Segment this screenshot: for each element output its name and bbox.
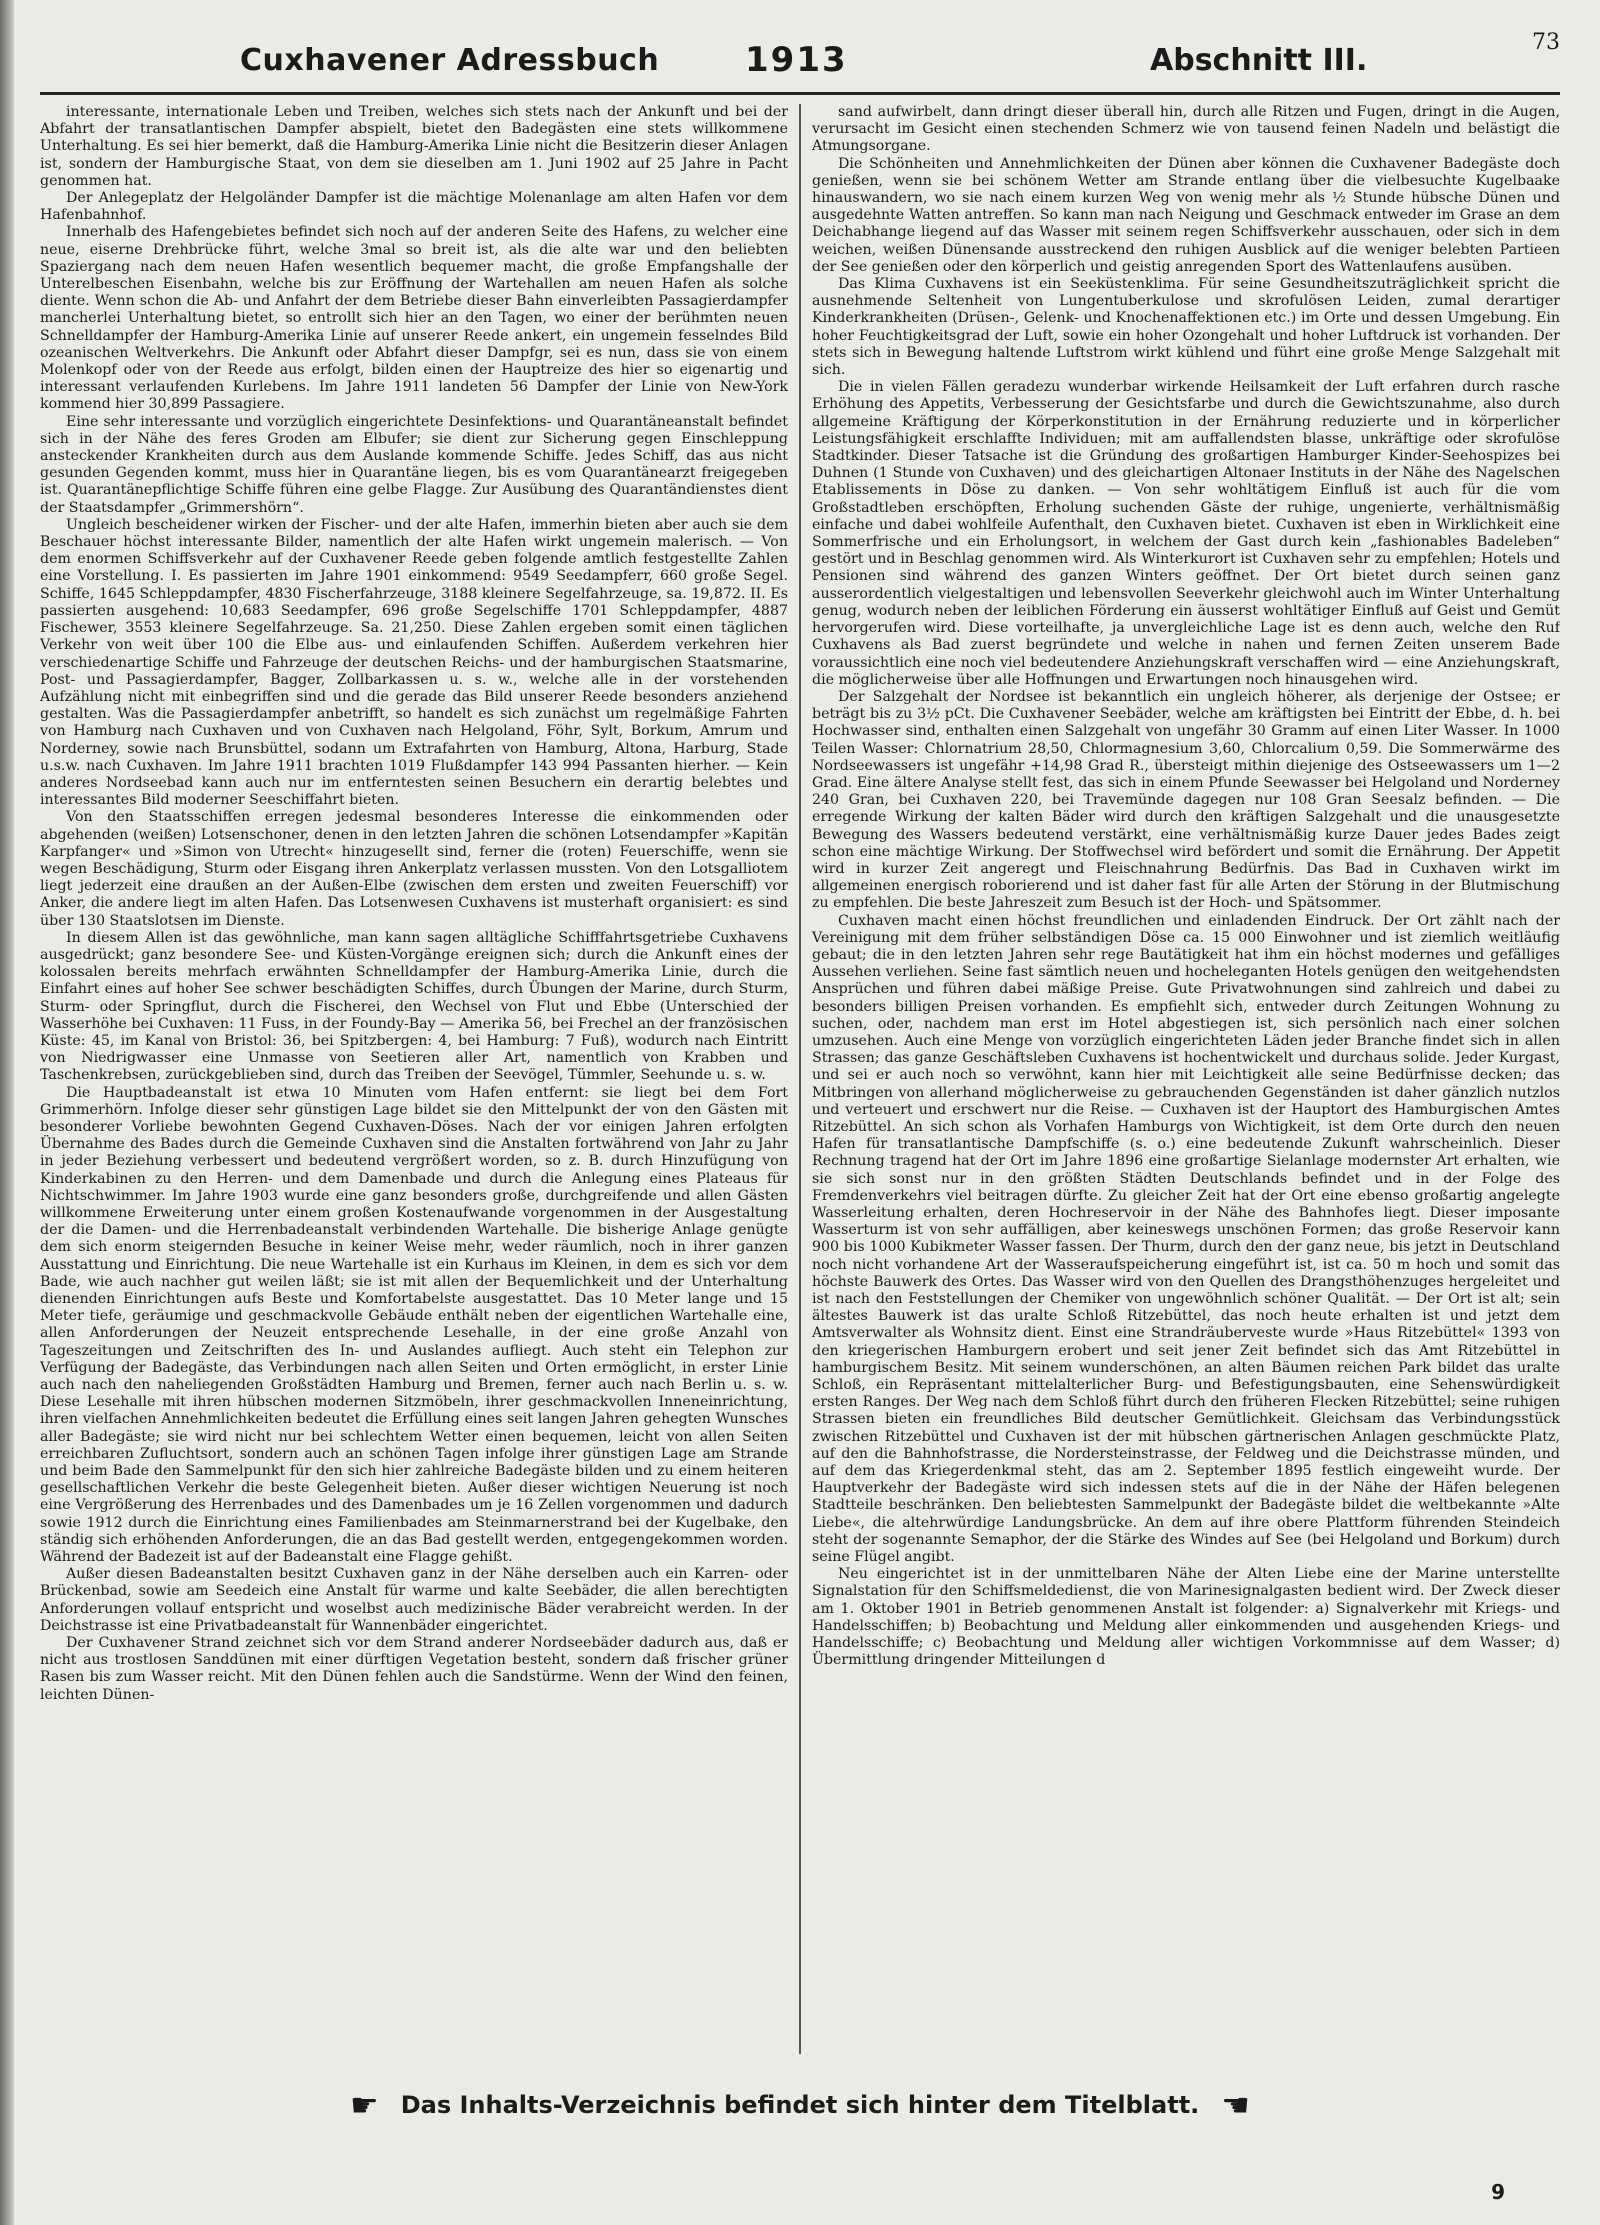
- paragraph: Innerhalb des Hafengebietes befindet sich noch auf der anderen Seite des Hafens, zu welcher eine neue, eiserne Drehbrücke führt, welche 3mal so breit ist, als die alte war und den beliebten Spaziergang nach dem neuen Hafen wesentlich bequemer macht, die große Empfangshalle der Unterelbeschen Eisenbahn, welche bis zur Eröffnung der Wartehallen am neuen Hafen als solche diente. Wenn schon die Ab- und Anfahrt der dem Betriebe dieser Bahn einverleibten Passagierdampfer mancherlei Unterhaltung bietet, so entrollt sich hier an den Tagen, wo einer der berühmten neuen Schnelldampfer der Hamburg-Amerika Linie auf unserer Reede ankert, ein ungemein fesselndes Bild ozeanischen Weltverkehrs. Die Ankunft oder Abfahrt dieser Dampfgr, sei es nun, dass sie von einem Molenkopf oder von der Reede aus erfolgt, bilden einen der Hauptreize des hier so eigenartig und interessant verlaufenden Kurlebens. Im Jahre 1911 landeten 56 Dampfer der Linie von New-York kommend hier 30,899 Passagiere.: [40, 224, 788, 413]
- paragraph: sand aufwirbelt, dann dringt dieser überall hin, durch alle Ritzen und Fugen, dringt in die Augen, verursacht im Gesicht einen stechenden Schmerz wie von tausend feinen Nadeln und belästigt die Atmungsorgane.: [812, 104, 1560, 155]
- paragraph: Die Hauptbadeanstalt ist etwa 10 Minuten vom Hafen entfernt: sie liegt bei dem Fort Grimmerhörn. Infolge dieser sehr günstigen Lage bildet sie den Mittelpunkt der von den Gästen mit besonderer Vorliebe bewohnten Gegend Cuxhaven-Döses. Nach der vor einigen Jahren erfolgten Übernahme des Bades durch die Gemeinde Cuxhaven sind die Anstalten fortwährend von Jahr zu Jahr in jeder Beziehung verbessert und bedeutend vergrößert worden, so z. B. durch Hinzufügung von Kinderkabinen zu den Herren- und dem Damenbade und durch die Anlegung eines Plateaus für Nichtschwimmer. Im Jahre 1903 wurde eine ganz besonders große, durchgreifende und allen Gästen willkommene Erweiterung unter einem großen Kostenaufwande vorgenommen in der Ausgestaltung der die Damen- und die Herrenbadeanstalt verbindenden Wartehalle. Die bisherige Anlage genügte dem sich enorm steigernden Besuche in keiner Weise mehr, weder räumlich, noch in ihrer ganzen Ausstattung und Einrichtung. Die neue Wartehalle ist ein Kurhaus im Kleinen, in dem es sich vor dem Bade, wie auch nachher gut weilen läßt; sie ist mit allen der Bequemlichkeit und der Unterhaltung dienenden Einrichtungen aufs Beste und Komfortabelste ausgestattet. Das 10 Meter lange und 15 Meter tiefe, geräumige und geschmackvolle Gebäude enthält neben der eigentlichen Wartehalle eine, allen Anforderungen der Neuzeit entsprechende Lesehalle, in der eine große Anzahl von Tageszeitungen und Zeitschriften des In- und Auslandes aufliegt. Auch steht ein Telephon zur Verfügung der Badegäste, das Verbindungen nach allen Seiten und Orten ermöglicht, in erster Linie auch nach den naheliegenden Großstädten Hamburg und Bremen, ferner auch nach Berlin u. s. w. Diese Lesehalle mit ihren hübschen modernen Sitzmöbeln, ihrer geschmackvollen Inneneinrichtung, ihren vielfachen Annehmlichkeiten bedeutet die Erfüllung eines seit langen Jahren gehegten Wunsches aller Badegäste; sie wird nicht nur bei schlechtem Wetter einen bequemen, leicht von allen Seiten erreichbaren Zufluchtsort, sondern auch an schönen Tagen infolge ihrer günstigen Lage am Strande und beim Bade den Sammelpunkt für den sich hier zahlreiche Badegäste bilden und zu einem heiteren gesellschaftlichen Verkehr die beste Gelegenheit bieten. Außer dieser wichtigen Neuerung ist noch eine Vergrößerung des Herrenbades und des Damenbades um je 16 Zellen vorgenommen und dadurch sowie 1912 durch die Einrichtung eines Familienbades am Steinmarnerstrand bei der Kugelbake, den ständig sich erhöhenden Anforderungen, die an das Bad gestellt werden, entgegengekommen worden. Während der Badezeit ist auf der Badeanstalt eine Flagge gehißt.: [40, 1084, 788, 1566]
- page-number: 73: [1532, 30, 1560, 55]
- left-column: [40, 104, 788, 2054]
- paragraph: Außer diesen Badeanstalten besitzt Cuxhaven ganz in der Nähe derselben auch ein Karren- oder Brückenbad, sowie am Seedeich eine Anstalt für warme und kalte Seebäder, die allen berechtigten Anforderungen vollauf entspricht und woselbst auch medizinische Bäder verabreicht werden. In der Deichstrasse ist eine Privatbadeanstalt für Wannenbäder eingerichtet.: [40, 1566, 788, 1634]
- paragraph: Die in vielen Fällen geradezu wunderbar wirkende Heilsamkeit der Luft erfahren durch rasche Erhöhung des Appetits, Verbesserung der Gesichtsfarbe und durch die Gewichtszunahme, also durch allgemeine Kräftigung der Körperkonstitution in der Ernährung reduzierte und in körperlicher Leistungsfähigkeit erschlaffte Individuen; mit am auffallendsten blasse, unkräftige oder skrofulöse Stadtkinder. Dieser Tatsache ist die Gründung des großartigen Hamburger Kinder-Seehospizes bei Duhnen (1 Stunde von Cuxhaven) und des gleichartigen Altonaer Instituts in der Nähe des Nagelschen Etablissements in Döse zu danken. — Von sehr wohltätigem Einfluß ist auch für die vom Großstadtleben erschöpften, Erholung suchenden Gäste der ruhige, ungenierte, verhältnismäßig einfache und dabei wohlfeile Aufenthalt, den Cuxhaven bietet. Cuxhaven ist eben in Wirklichkeit eine Sommerfrische und ein Erholungsort, in welchem der Gast durch kein „fashionables Badeleben“ gestört und in Beschlag genommen wird. Als Winterkurort ist Cuxhaven sehr zu empfehlen; Hotels und Pensionen sind während des ganzen Winters geöffnet. Der Ort bietet durch seinen ganz ausserordentlich vielgestaltigen und lebensvollen Seeverkehr gleichwohl auch im Winter Unterhaltung genug, wodurch neben der leiblichen Förderung ein äusserst wohltätiger Einfluß auf Geist und Gemüt hervorgerufen wird. Diese vorteilhafte, ja unvergleichliche Lage ist es denn auch, welche den Ruf Cuxhavens als Bad zuerst begründete und welche in nahen und fernen Zeiten unserem Bade voraussichtlich eine noch viel bedeutendere Anziehungskraft verschaffen wird — eine Anziehungskraft, die möglicherweise über alle Hoffnungen und Erwartungen noch hinausgehen wird.: [812, 379, 1560, 688]
- footer-notice-text: Das Inhalts-Verzeichnis befindet sich hinter dem Titelblatt.: [400, 2091, 1200, 2119]
- paragraph: Der Salzgehalt der Nordsee ist bekanntlich ein ungleich höherer, als derjenige der Ostsee; er beträgt bis zu 3½ pCt. Die Cuxhavener Seebäder, welche am kräftigsten bei Eintritt der Ebbe, d. h. bei Hochwasser sind, enthalten einen Salzgehalt von ungefähr 30 Gramm auf einen Liter Wasser. In 1000 Teilen Wasser: Chlornatrium 28,50, Chlormagnesium 3,60, Chlorcalium 0,59. Die Sommerwärme des Nordseewassers ist ungefähr +14,98 Grad R., übersteigt mithin diejenige des Ostseewassers um 1—2 Grad. Eine ältere Analyse stellt fest, das sich in einem Pfunde Seewasser bei Helgoland und Norderney 240 Gran, bei Cuxhaven 220, bei Travemünde dagegen nur 108 Gran Seesalz befinden. — Die erregende Wirkung der kalten Bäder wird durch den kräftigen Salzgehalt und die unausgesetzte Bewegung des Wassers bedeutend verstärkt, eine verhältnismäßig kurze Dauer jedes Bades zeigt schon eine mächtige Wirkung. Der Stoffwechsel wird befördert und somit die Ernährung. Der Appetit wird in kurzer Zeit angeregt und Fleischnahrung Bedürfnis. Das Bad in Cuxhaven wirkt im allgemeinen energisch roborierend und ist daher fast für alle Arten der Störung in der Blutmischung zu empfehlen. Die beste Jahreszeit zum Besuch ist der Hoch- und Spätsommer.: [812, 688, 1560, 912]
- right-column: [812, 104, 1560, 2054]
- folio-number: 9: [1491, 2180, 1505, 2204]
- paragraph: In diesem Allen ist das gewöhnliche, man kann sagen alltägliche Schifffahrtsgetriebe Cuxhavens ausgedrückt; ganz besondere See- und Küsten-Vorgänge ereignen sich; durch die Ankunft eines der kolossalen bereits mehrfach erwähnten Schnelldampfer der Hamburg-Amerika Linie, durch die Einfahrt eines auf hoher See schwer beschädigten Schiffes, durch Übungen der Marine, durch Sturm, Sturm- oder Springflut, durch die Fischerei, den Wechsel von Flut und Ebbe (Unterschied der Wasserhöhe bei Cuxhaven: 11 Fuss, in der Foundy-Bay — Amerika 56, bei Frechel an der französischen Küste: 45, im Kanal von Bristol: 36, bei Spitzbergen: 4, bei Hamburg: 7 Fuß), wodurch nach Eintritt von Niedrigwasser eine Unmasse von Seetieren aller Art, namentlich von Krabben und Taschenkrebsen, zurückgeblieben sind, durch das Treiben der Seevögel, Tümmler, Seehunde u. s. w.: [40, 929, 788, 1084]
- pointing-hand-left-icon: ☚: [1221, 2086, 1250, 2124]
- paragraph: Der Anlegeplatz der Helgoländer Dampfer ist die mächtige Molenanlage am alten Hafen vor dem Hafenbahnhof.: [40, 190, 788, 224]
- column-divider: [799, 104, 801, 2054]
- pointing-hand-right-icon: ☛: [350, 2086, 379, 2124]
- paragraph: Von den Staatsschiffen erregen jedesmal besonderes Interesse die einkommenden oder abgehenden (weißen) Lotsenschoner, denen in den letzten Jahren die schönen Lotsendampfer »Kapitän Karpfanger« und »Simon von Utrecht« hinzugesellt sind, ferner die (roten) Feuerschiffe, wenn sie wegen Beschädigung, Sturm oder Eisgang ihren Ankerplatz verlassen mussten. Von den Lotsgalliotem liegt jederzeit eine draußen an der Außen-Elbe (zwischen dem ersten und zweiten Feuerschiff) vor Anker, die andere liegt im alten Hafen. Das Lotsenwesen Cuxhavens ist musterhaft organisiert: es sind über 130 Staatslotsen im Dienste.: [40, 809, 788, 929]
- paragraph: interessante, internationale Leben und Treiben, welches sich stets nach der Ankunft und bei der Abfahrt der transatlantischen Dampfer abspielt, bietet den Badegästen eine stets willkommene Unterhaltung. Es sei hier bemerkt, daß die Hamburg-Amerika Linie nicht die Besitzerin dieser Anlagen ist, sondern der Hamburgische Staat, von dem sie dieselben am 1. Juni 1902 auf 25 Jahre in Pacht genommen hat.: [40, 104, 788, 189]
- paragraph: Cuxhaven macht einen höchst freundlichen und einladenden Eindruck. Der Ort zählt nach der Vereinigung mit dem früher selbständigen Döse ca. 15 000 Einwohner und ist ziemlich weitläufig gebaut; die in den letzten Jahren sehr rege Bautätigkeit hat ihm ein höchst modernes und gefälliges Aussehen verliehen. Seine fast sämtlich neuen und hocheleganten Hotels genügen den weitgehendsten Ansprüchen und führen dabei mäßige Preise. Gute Privatwohnungen sind zahlreich und dabei zu besonders billigen Preisen vorhanden. Es empfiehlt sich, entweder durch Zeitungen Wohnung zu suchen, oder, nachdem man erst im Hotel abgestiegen ist, sich persönlich nach einer solchen umzusehen. Auch eine Menge von vorzüglich eingerichteten Läden jeder Branche findet sich in allen Strassen; das ganze Geschäftsleben Cuxhavens ist hochentwickelt und durchaus solide. Jeder Kurgast, und sei er auch noch so verwöhnt, kann hier mit Leichtigkeit alle seine Bedürfnisse decken; das Mitbringen von allerhand möglicherweise zu gebrauchenden Gegenständen ist daher gänzlich nutzlos und verteuert und erschwert nur die Reise. — Cuxhaven ist der Hauptort des Hamburgischen Amtes Ritzebüttel. An sich schon als Vorhafen Hamburgs von Wichtigkeit, ist dem Orte durch den neuen Hafen für transatlantische Dampfschiffe (s. o.) eine bedeutende Zukunft wahrscheinlich. Dieser Rechnung tragend hat der Ort im Jahre 1896 eine großartige Sielanlage modernster Art erhalten, wie sie sich sonst nur in den größten Städten Deutschlands befindet und in der Folge des Fremdenverkehrs viel beitragen dürfte. Zu gleicher Zeit hat der Ort eine ebenso großartig angelegte Wasserleitung erhalten, deren Hochreservoir in der Nähe des Bahnhofes liegt. Dieser imposante Wasserturm ist von sehr auffälligen, aber keineswegs unschönen Formen; das große Reservoir kann 900 bis 1000 Kubikmeter Wasser fassen. Der Thurm, durch den der ganz neue, bis jetzt in Deutschland noch nicht vorhandene Art der Wasseraufspeicherung eingeführt ist, ist ca. 50 m hoch und somit das höchste Bauwerk des Ortes. Das Wasser wird von den Quellen des Drangsthöhenzuges hergeleitet und ist nach den Feststellungen der Chemiker von ungewöhnlich schöner Qualität. — Der Ort ist alt; sein ältestes Bauwerk ist das uralte Schloß Ritzebüttel, das noch heute erhalten ist und jetzt dem Amtsverwalter als Wohnsitz dient. Einst eine Strandräuberveste wurde »Haus Ritzebüttel« 1393 von den kriegerischen Hamburgern erobert und seit jener Zeit befindet sich das Amt Ritzebüttel in hamburgischem Besitz. Mit seinem wunderschönen, an alten Bäumen reichen Park bildet das uralte Schloß, ein Repräsentant mittelalterlicher Burg- und Befestigungsbauten, eine Sehenswürdigkeit ersten Ranges. Der Weg nach dem Schloß führt durch den früheren Flecken Ritzebüttel; seine ruhigen Strassen bieten ein freundliches Bild deutscher Gemütlichkeit. Gleichsam das Verbindungsstück zwischen Ritzebüttel und Cuxhaven ist der mit hübschen gärtnerischen Anlagen geschmückte Platz, auf den die Bahnhofstrasse, die Nordersteinstrasse, der Feldweg und die Deichstrasse münden, und auf dem das Kriegerdenkmal steht, das am 2. September 1895 festlich eingeweiht wurde. Der Hauptverkehr der Badegäste wird sich indessen stets auf die in der Nähe der Häfen belegenen Stadtteile beschränken. Den beliebtesten Sammelpunkt der Badegäste bildet die weltbekannte »Alte Liebe«, die altehrwürdige Landungsbrücke. An dem auf ihre obere Plattform führenden Steindeich steht der sogenannte Semaphor, der die Stärke des Windes auf See (bei Helgoland und Borkum) durch seine Flügel angibt.: [812, 912, 1560, 1566]
- header-year: 1913: [745, 40, 848, 80]
- header-rule: [40, 92, 1560, 95]
- paragraph: Das Klima Cuxhavens ist ein Seeküstenklima. Für seine Gesundheitszuträglichkeit spricht die ausnehmende Seltenheit von Lungentuberkulose und skrofulösen Leiden, zumal derartiger Kinderkrankheiten (Drüsen-, Gelenk- und Knochenaffektionen etc.) im Orte und dessen Umgebung. Ein hoher Feuchtigkeitsgrad der Luft, sowie ein hoher Ozongehalt und hoher Luftdruck ist vorhanden. Der stets sich in Bewegung haltende Luftstrom wirkt kühlend und führt eine große Menge Salzgehalt mit sich.: [812, 276, 1560, 379]
- paragraph: Der Cuxhavener Strand zeichnet sich vor dem Strand anderer Nordseebäder dadurch aus, daß er nicht aus trostlosen Sanddünen mit einer dürftigen Vegetation besteht, sondern daß frischer grüner Rasen bis zum Wasser reicht. Mit den Dünen fehlen auch die Sandstürme. Wenn der Wind den feinen, leichten Dünen-: [40, 1635, 788, 1703]
- section-label: Abschnitt III.: [1150, 42, 1368, 78]
- text-columns: [40, 104, 1560, 2054]
- book-spine-shadow: [0, 0, 14, 2225]
- paragraph: Eine sehr interessante und vorzüglich eingerichtete Desinfektions- und Quarantäneanstalt befindet sich in der Nähe des feres Groden am Elbufer; sie dient zur Sicherung gegen Einschleppung ansteckender Krankheiten durch aus dem Auslande kommende Schiffe. Jedes Schiff, das aus nicht gesunden Gegenden kommt, muss hier in Quarantäne liegen, bis es vom Quarantänearzt freigegeben ist. Quarantänepflichtige Schiffe führen eine gelbe Flagge. Zur Ausübung des Quarantändienstes dient der Staatsdampfer „Grimmershörn“.: [40, 413, 788, 516]
- paragraph: Ungleich bescheidener wirken der Fischer- und der alte Hafen, immerhin bieten aber auch sie dem Beschauer höchst interessante Bilder, namentlich der alte Hafen wirkt ungemein malerisch. — Von dem enormen Schiffsverkehr auf der Cuxhavener Reede geben folgende amtlich festgestellte Zahlen eine Vorstellung. I. Es passierten im Jahre 1901 einkommend: 9549 Seedampferr, 660 große Segel. Schiffe, 1645 Schleppdampfer, 4830 Fischerfahrzeuge, 3188 kleinere Segelfahrzeuge, sa. 19,872. II. Es passierten ausgehend: 10,683 Seedampfer, 696 große Segelschiffe 1701 Schleppdampfer, 4887 Fischewer, 3553 kleinere Segelfahrzeuge. Sa. 21,250. Diese Zahlen ergeben somit einen täglichen Verkehr von weit über 100 die Elbe aus- und einlaufenden Schiffen. Außerdem verkehren hier verschiedenartige Schiffe und Fahrzeuge der deutschen Reichs- und der hamburgischen Staatsmarine, Post- und Passagierdampfer, Bagger, Zollbarkassen u. s. w., welche alle in der vorstehenden Aufzählung nicht mit einbegriffen sind und die gerade das Bild unserer Reede besonders anziehend gestalten. Was die Passagierdampfer anbetrifft, so handelt es sich zunächst um regelmäßige Fahrten von Hamburg nach Cuxhaven und von Cuxhaven nach Helgoland, Föhr, Sylt, Borkum, Amrum und Norderney, sowie nach Brunsbüttel, sodann um Extrafahrten von Hamburg, Altona, Harburg, Stade u.s.w. nach Cuxhaven. Im Jahre 1911 brachten 1019 Flußdampfer 143 994 Passanten hierher. — Kein anderes Nordseebad kann auch nur im entferntesten seinen Besuchern ein derartig belebtes und interessantes Bild moderner Seeschiffahrt bieten.: [40, 516, 788, 809]
- running-title: Cuxhavener Adressbuch: [240, 42, 660, 78]
- paragraph: Die Schönheiten und Annehmlichkeiten der Dünen aber können die Cuxhavener Badegäste doch genießen, wenn sie bei schönem Wetter am Strande entlang über die vielbesuchte Kugelbaake hinauswandern, wo sie nach einem kurzen Weg von wenig mehr als ½ Stunde hübsche Dünen und ausgedehnte Watten antreffen. So kann man nach Neigung und Geschmack entweder im Grase an dem Deichabhange liegend auf das Wasser mit seinem regen Schiffsverkehr ausschauen, oder sich in dem weichen, weißen Dünensande ausstreckend den ruhigen Ausblick auf die weniger belebten Partieen der See genießen oder den körperlich und geistig anregenden Sport des Wattenlaufens ausüben.: [812, 155, 1560, 275]
- page-header: [40, 30, 1560, 90]
- paragraph: Neu eingerichtet ist in der unmittelbaren Nähe der Alten Liebe eine der Marine unterstellte Signalstation für den Schiffsmeldedienst, die von Marinesignalgasten bedient wird. Der Zweck dieser am 1. Oktober 1901 in Betrieb genommenen Anstalt ist folgender: a) Signalverkehr mit Kriegs- und Handelsschiffen; b) Beobachtung und Meldung aller einkommenden und ausgehenden Kriegs- und Handelsschiffe; c) Beobachtung und Meldung aller wichtigen Vorkommnisse auf dem Wasser; d) Übermittlung dringender Mitteilungen d: [812, 1566, 1560, 1669]
- footer-notice: [40, 2075, 1560, 2135]
